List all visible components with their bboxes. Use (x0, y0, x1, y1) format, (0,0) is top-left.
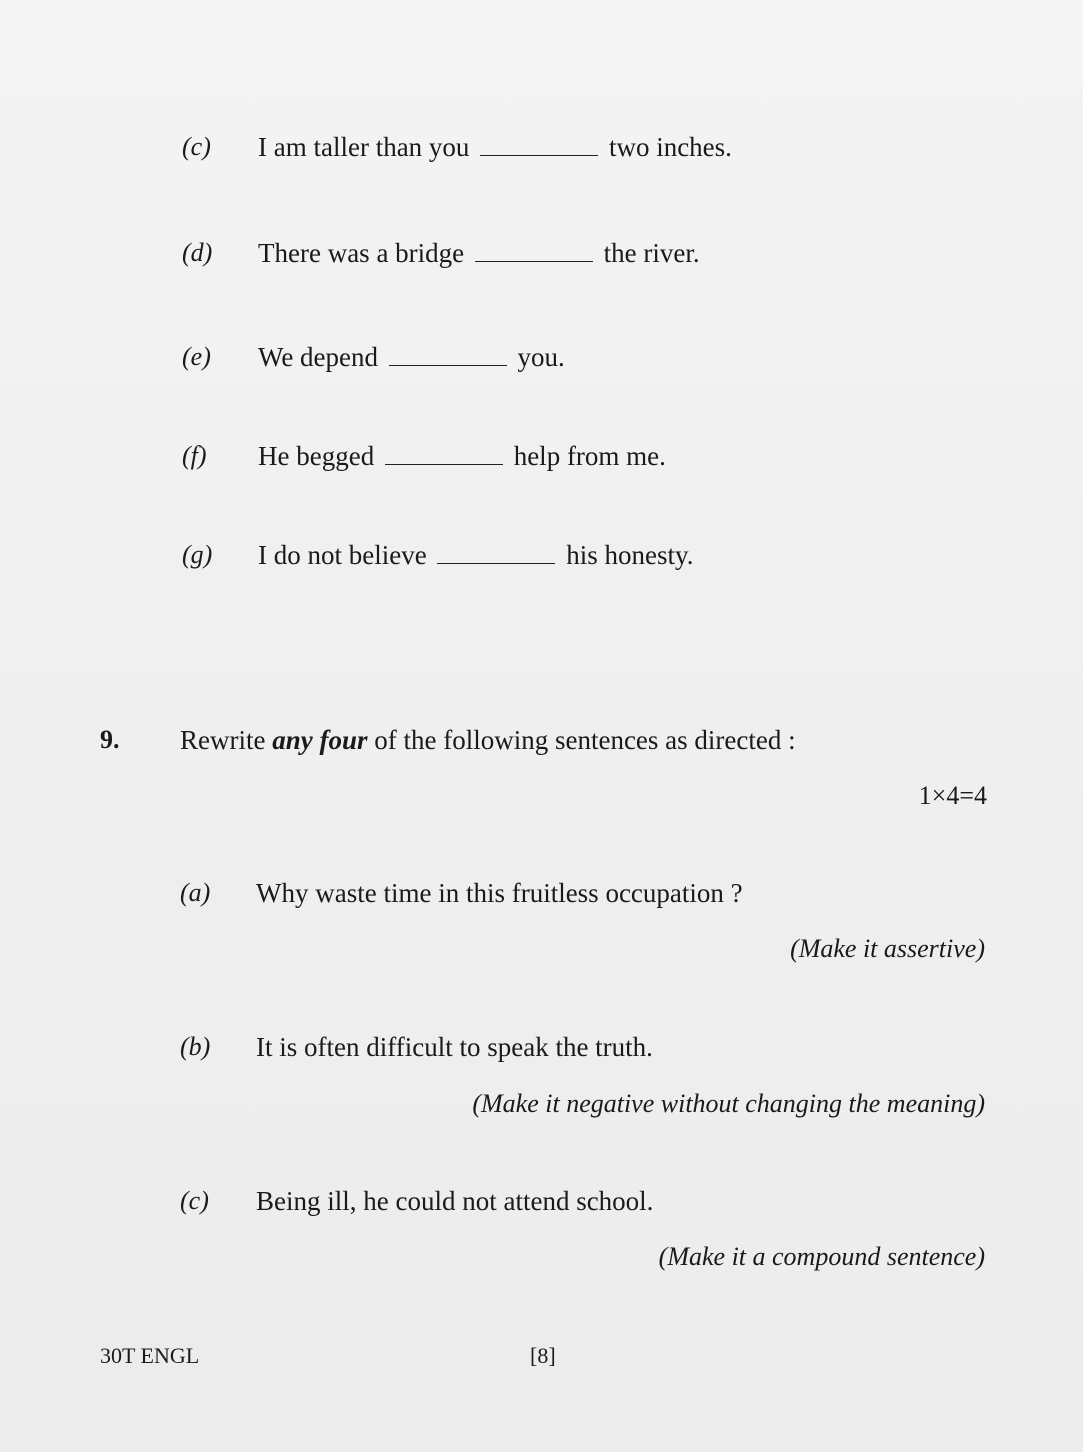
fill-blank[interactable] (437, 543, 555, 564)
marks-allocation: 1×4=4 (918, 781, 987, 810)
item-label: (f) (182, 441, 207, 470)
item-label: (e) (182, 342, 211, 371)
fill-blank[interactable] (480, 135, 598, 156)
prompt-text: of the following sentences as directed : (374, 725, 796, 755)
question-prompt (180, 724, 796, 756)
sentence-start: I do not believe (258, 540, 427, 570)
fill-blank[interactable] (475, 241, 593, 262)
fill-blank[interactable] (389, 345, 507, 366)
prompt-emphasis: any four (272, 725, 368, 755)
sentence-start: I am taller than you (258, 132, 470, 162)
item-sentence: Why waste time in this fruitless occupation ? (256, 878, 743, 908)
sentence-start: He begged (258, 441, 375, 471)
item-label: (c) (182, 132, 211, 161)
item-instruction: (Make it a compound sentence) (658, 1242, 985, 1271)
sentence-end: two inches. (608, 132, 732, 162)
item-label: (c) (180, 1186, 209, 1215)
item-label: (a) (180, 878, 211, 907)
item-label: (d) (182, 238, 213, 267)
item-instruction: (Make it negative without changing the meaning) (472, 1089, 985, 1118)
prompt-text: Rewrite (180, 725, 266, 755)
fill-blank[interactable] (385, 444, 503, 465)
item-instruction: (Make it assertive) (790, 934, 985, 963)
item-sentence: It is often difficult to speak the truth. (256, 1032, 653, 1062)
page-number: [8] (530, 1343, 556, 1368)
sentence-end: you. (517, 342, 565, 372)
sentence-start: There was a bridge (258, 238, 465, 268)
item-label: (g) (182, 540, 213, 569)
sentence-end: his honesty. (566, 540, 694, 570)
item-label: (b) (180, 1032, 211, 1061)
question-number: 9. (100, 725, 120, 754)
sentence-start: We depend (258, 342, 379, 372)
sentence-end: the river. (603, 238, 700, 268)
item-sentence: Being ill, he could not attend school. (256, 1186, 654, 1216)
paper-code: 30T ENGL (100, 1343, 200, 1368)
sentence-end: help from me. (513, 441, 666, 471)
